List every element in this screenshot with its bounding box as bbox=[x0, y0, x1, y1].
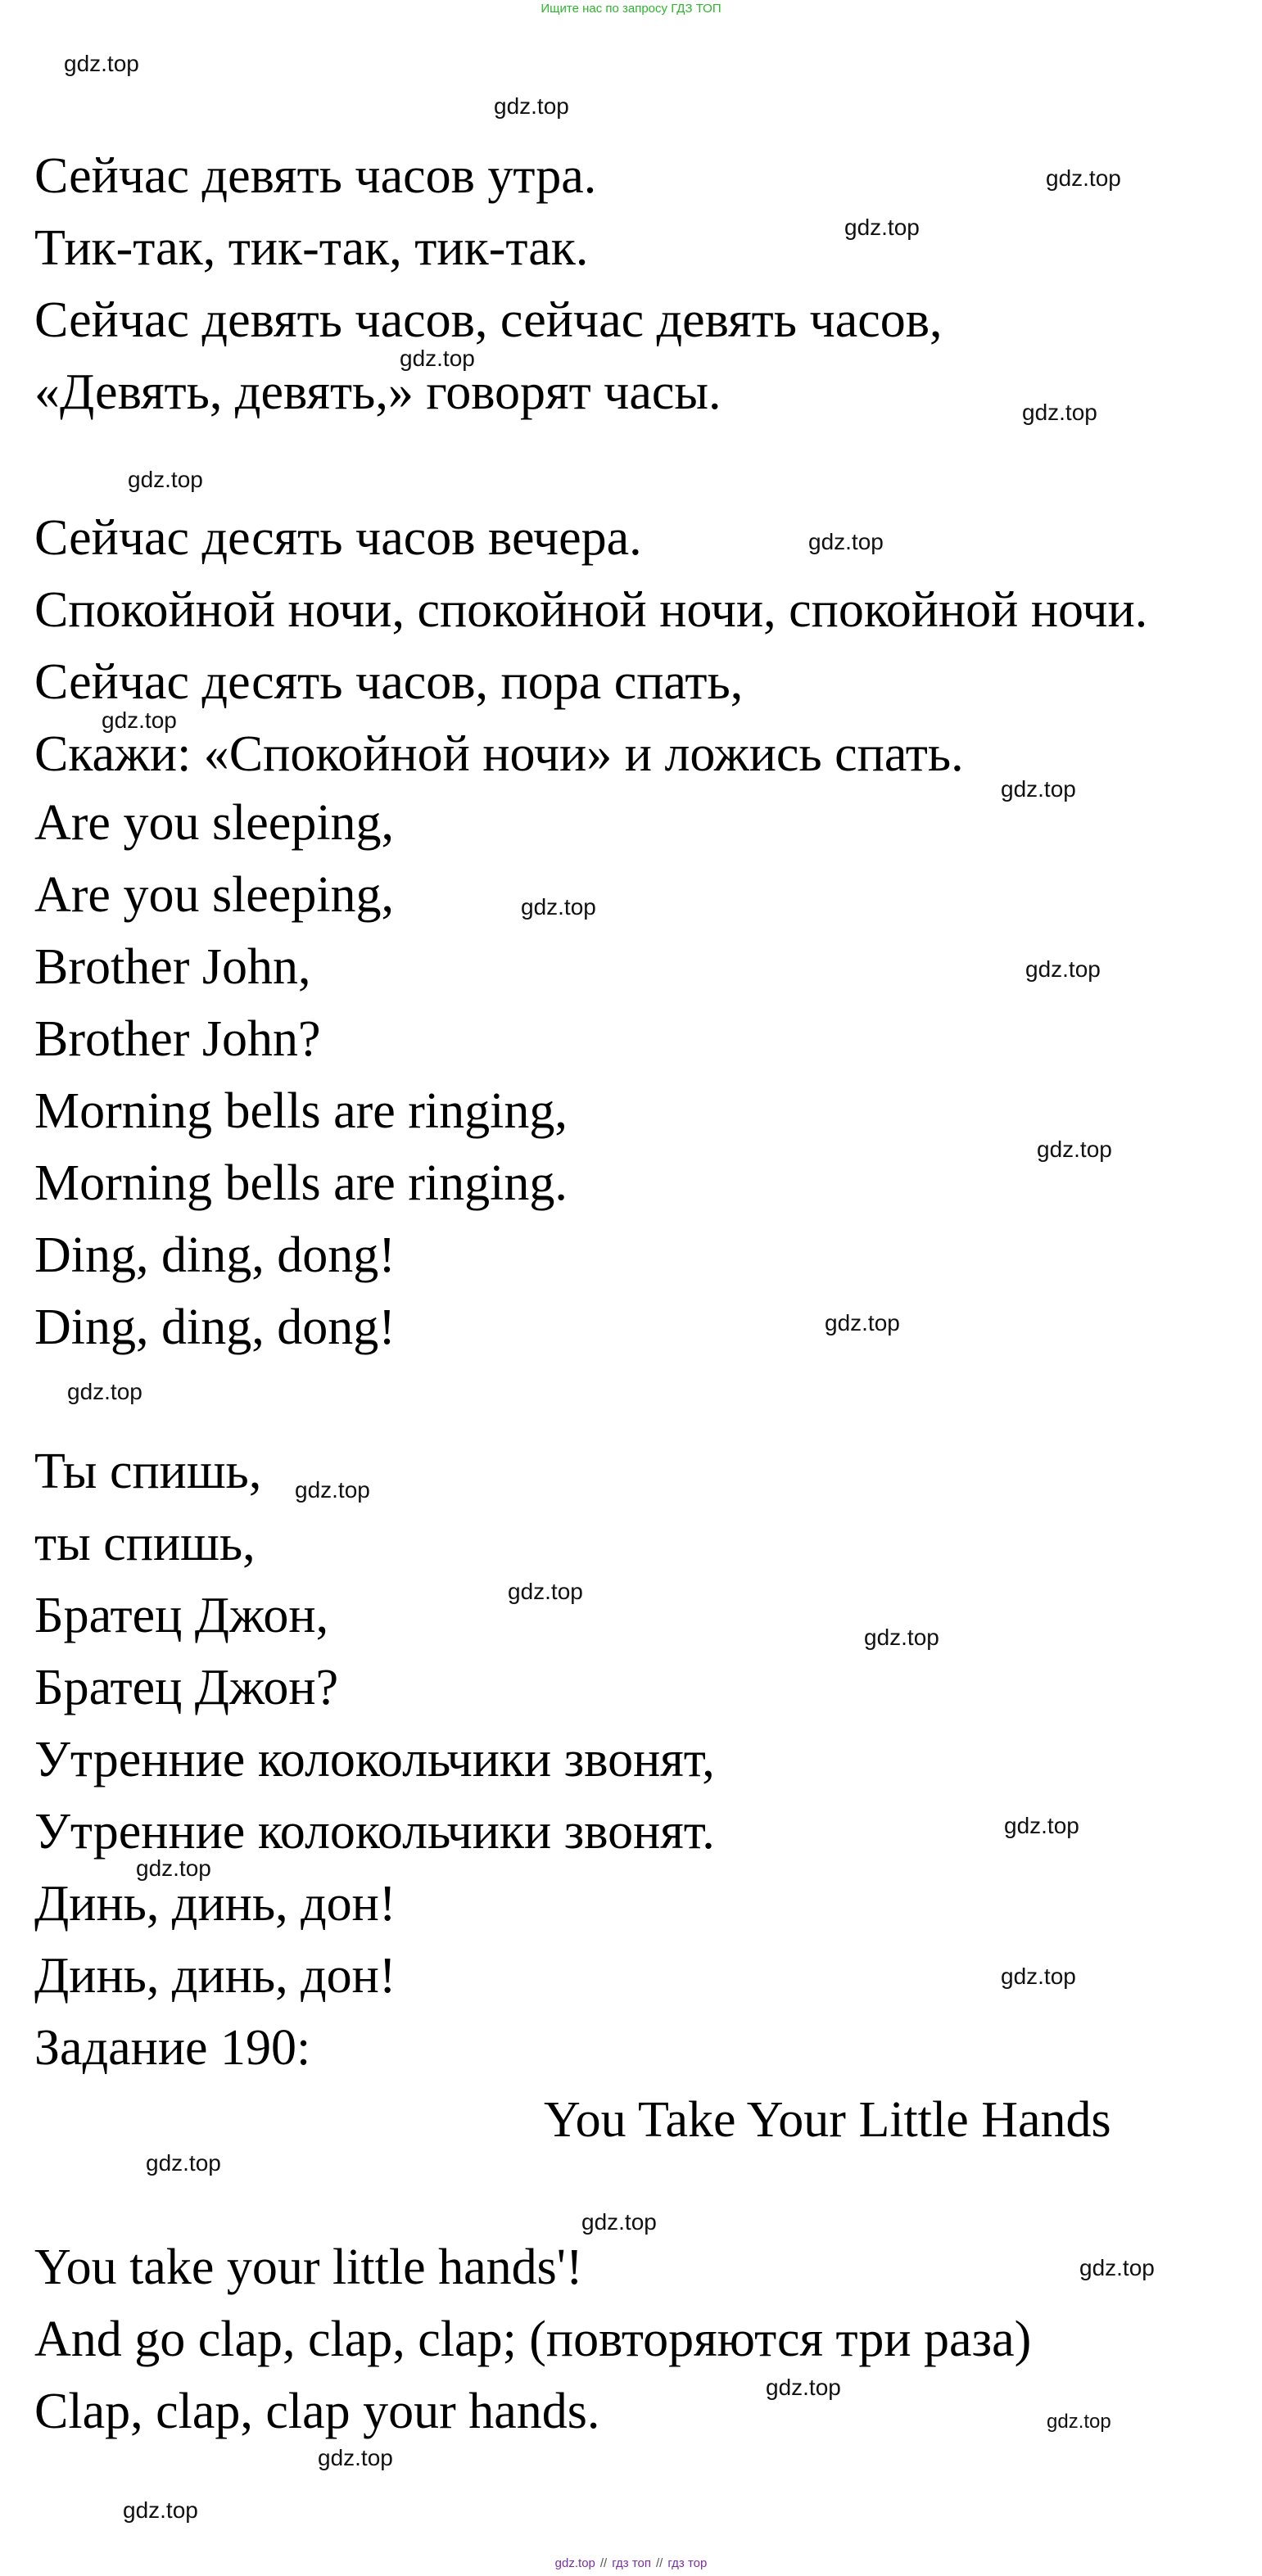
watermark: gdz.top bbox=[102, 707, 177, 733]
watermark: gdz.top bbox=[766, 2375, 841, 2400]
watermark: gdz.top bbox=[844, 215, 920, 240]
song-line: Динь, динь, дон! bbox=[34, 1948, 396, 2004]
footer-links bbox=[0, 2556, 1262, 2570]
song-line: Brother John? bbox=[34, 1011, 321, 1067]
song-title: You Take Your Little Hands bbox=[544, 2092, 1111, 2148]
footer-link[interactable]: gdz.top bbox=[554, 2556, 595, 2570]
song-line: Динь, динь, дон! bbox=[34, 1876, 396, 1932]
song-line: Are you sleeping, bbox=[34, 795, 395, 851]
watermark: gdz.top bbox=[1037, 1137, 1112, 1162]
song-line: ты спишь, bbox=[34, 1516, 256, 1571]
song-line: Brother John, bbox=[34, 939, 311, 995]
watermark: gdz.top bbox=[295, 1477, 370, 1503]
watermark: gdz.top bbox=[128, 467, 203, 492]
song-line: Clap, clap, clap your hands. bbox=[34, 2384, 600, 2439]
footer-separator: // bbox=[599, 2556, 608, 2570]
footer-link[interactable]: гдз тор bbox=[667, 2556, 708, 2570]
watermark: gdz.top bbox=[494, 93, 569, 119]
song-line: Братец Джон? bbox=[34, 1660, 339, 1715]
song-line: Ding, ding, dong! bbox=[34, 1299, 396, 1355]
song-line: Утренние колокольчики звонят. bbox=[34, 1804, 715, 1860]
footer-link[interactable]: гдз топ bbox=[612, 2556, 651, 2570]
watermark: gdz.top bbox=[1004, 1813, 1079, 1838]
song-line: Ding, ding, dong! bbox=[34, 1227, 396, 1283]
watermark: gdz.top bbox=[400, 346, 475, 371]
top-banner: Ищите нас по запросу ГДЗ ТОП bbox=[541, 2, 721, 16]
watermark: gdz.top bbox=[1046, 165, 1121, 191]
watermark: gdz.top bbox=[808, 529, 884, 554]
watermark: gdz.top bbox=[67, 1379, 142, 1404]
poem-line: Тик-так, тик-так, тик-так. bbox=[34, 220, 589, 276]
watermark: gdz.top bbox=[1079, 2255, 1155, 2280]
task-label: Задание 190: bbox=[34, 2020, 311, 2076]
watermark: gdz.top bbox=[864, 1625, 939, 1650]
song-line: Morning bells are ringing. bbox=[34, 1155, 568, 1211]
watermark: gdz.top bbox=[1001, 1964, 1076, 1989]
poem-line: Сейчас девять часов утра. bbox=[34, 148, 597, 204]
song-line: Are you sleeping, bbox=[34, 867, 395, 923]
watermark: gdz.top bbox=[581, 2209, 657, 2235]
watermark: gdz.top bbox=[508, 1579, 583, 1604]
footer-separator: // bbox=[656, 2556, 663, 2570]
song-line: Братец Джон, bbox=[34, 1588, 329, 1643]
watermark: gdz.top bbox=[136, 1855, 211, 1881]
poem-line: Скажи: «Спокойной ночи» и ложись спать. bbox=[34, 726, 964, 782]
watermark: gdz.top bbox=[318, 2445, 393, 2470]
watermark: gdz.top bbox=[825, 1310, 900, 1335]
watermark: gdz.top bbox=[64, 51, 139, 76]
watermark: gdz.top bbox=[123, 2497, 198, 2523]
watermark: gdz.top bbox=[146, 2150, 221, 2176]
song-line: Morning bells are ringing, bbox=[34, 1083, 568, 1139]
poem-line: Сейчас девять часов, сейчас девять часов, bbox=[34, 292, 943, 348]
song-line: You take your little hands'! bbox=[34, 2239, 583, 2295]
watermark: gdz.top bbox=[521, 894, 596, 920]
poem-line: Сейчас десять часов, пора спать, bbox=[34, 654, 744, 710]
song-line: Утренние колокольчики звонят, bbox=[34, 1732, 715, 1787]
poem-line: Сейчас десять часов вечера. bbox=[34, 510, 642, 566]
watermark: gdz.top bbox=[1022, 400, 1097, 425]
watermark: gdz.top bbox=[1047, 2411, 1111, 2433]
watermark: gdz.top bbox=[1025, 956, 1101, 982]
song-line: Ты спишь, bbox=[34, 1444, 262, 1499]
poem-line: «Девять, девять,» говорят часы. bbox=[34, 364, 721, 420]
poem-line: Спокойной ночи, спокойной ночи, спокойной ночи. bbox=[34, 582, 1148, 638]
watermark: gdz.top bbox=[1001, 776, 1076, 802]
song-line: And go clap, clap, clap; (повторяются три раза) bbox=[34, 2312, 1032, 2367]
